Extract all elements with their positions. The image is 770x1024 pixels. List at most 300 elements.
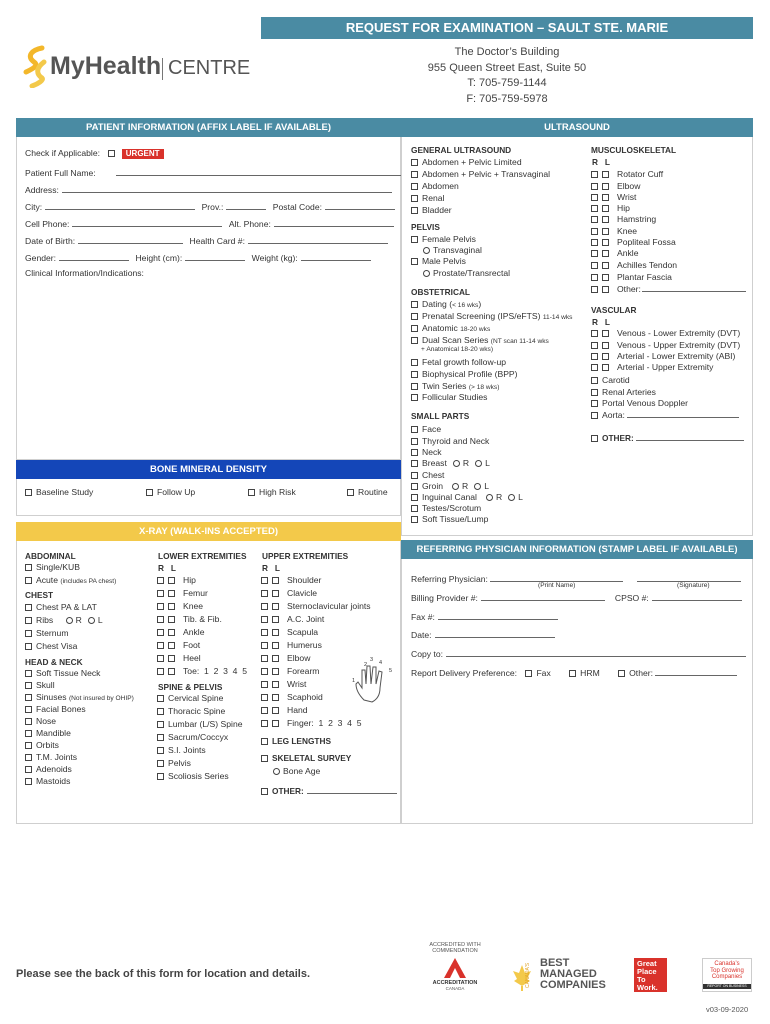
sternoclavicular-r-checkbox[interactable]: [261, 603, 268, 610]
inguinal-r-radio[interactable]: [486, 494, 493, 501]
ac-joint-r-checkbox[interactable]: [261, 616, 268, 623]
msk-3-l-checkbox[interactable]: [602, 194, 609, 201]
address-field[interactable]: [62, 184, 392, 193]
city-field[interactable]: [45, 201, 195, 210]
vas-4-label: Arterial - Upper Extremity: [617, 362, 714, 372]
twin-note: (> 18 wks): [468, 384, 500, 391]
wrist-l-checkbox[interactable]: [272, 681, 279, 688]
hand-label: Hand: [287, 705, 308, 715]
mastoids-label: Mastoids: [36, 776, 71, 786]
soft-tissue-neck-label: Soft Tissue Neck: [36, 668, 101, 678]
toe-label: Toe: 1 2 3 4 5: [183, 666, 248, 676]
testes-checkbox[interactable]: [411, 505, 418, 512]
lumbar-checkbox[interactable]: [157, 721, 164, 728]
groin-r-label: R: [462, 481, 469, 491]
chest-pa-label: Chest PA & LAT: [36, 602, 97, 612]
ribs-r-radio[interactable]: [66, 617, 73, 624]
clinical-label: Clinical Information/Indications:: [25, 268, 144, 278]
routine-label: Routine: [358, 487, 388, 497]
msk-1-r-checkbox[interactable]: [591, 171, 598, 178]
twin-checkbox[interactable]: [411, 383, 418, 390]
elbow-l-checkbox[interactable]: [272, 655, 279, 662]
skeletal-survey-checkbox[interactable]: [261, 755, 268, 762]
chest-pa-checkbox[interactable]: [25, 604, 32, 611]
tib-r-checkbox[interactable]: [157, 616, 164, 623]
msk-5-label: Hamstring: [617, 214, 657, 224]
vas-2-l-checkbox[interactable]: [602, 342, 609, 349]
us-gen-4-label: Renal: [422, 193, 445, 203]
fetal-growth-label: Fetal growth follow-up: [422, 357, 507, 367]
carotid-checkbox[interactable]: [591, 377, 598, 384]
us-other-field[interactable]: [636, 432, 744, 441]
dob-field[interactable]: [78, 235, 183, 244]
vas-4-r-checkbox[interactable]: [591, 364, 598, 371]
cell-label: Cell Phone:: [25, 219, 70, 229]
health-field[interactable]: [248, 235, 388, 244]
copy-field[interactable]: [446, 648, 746, 657]
msk-2-r-checkbox[interactable]: [591, 183, 598, 190]
vascular-heading: VASCULAR: [591, 305, 637, 315]
signature-field[interactable]: [637, 573, 741, 582]
scoliosis-checkbox[interactable]: [157, 773, 164, 780]
us-gen-1-label: Abdomen + Pelvic Limited: [422, 157, 522, 167]
logo-suffix: CENTRE: [168, 57, 251, 79]
sacrum-checkbox[interactable]: [157, 734, 164, 741]
tib-l-checkbox[interactable]: [168, 616, 175, 623]
urgent-checkbox[interactable]: [108, 150, 115, 157]
referring-header: REFERRING PHYSICIAN INFORMATION (STAMP LABEL IF AVAILABLE): [401, 540, 753, 559]
msk-7-label: Popliteal Fossa: [617, 237, 676, 247]
high-risk-label: High Risk: [259, 487, 296, 497]
scapula-r-checkbox[interactable]: [261, 629, 268, 636]
msk-other-label: Other:: [617, 284, 641, 294]
ultrasound-header: ULTRASOUND: [401, 118, 753, 137]
accredited-text: ACCREDITED WITH: [429, 942, 481, 948]
fax-number: F: 705-759-5978: [466, 92, 548, 105]
groin-l-radio[interactable]: [474, 483, 481, 490]
follow-up-checkbox[interactable]: [146, 489, 153, 496]
cervical-label: Cervical Spine: [168, 693, 224, 703]
us-gen-5-checkbox[interactable]: [411, 207, 418, 214]
msk-9-l-checkbox[interactable]: [602, 262, 609, 269]
msk-3-label: Wrist: [617, 192, 637, 202]
nose-checkbox[interactable]: [25, 718, 32, 725]
breast-l-radio[interactable]: [475, 460, 482, 467]
neck-label: Neck: [422, 447, 442, 457]
shoulder-r-checkbox[interactable]: [261, 577, 268, 584]
femur-label: Femur: [183, 588, 208, 598]
adenoids-label: Adenoids: [36, 764, 72, 774]
portal-venous-checkbox[interactable]: [591, 400, 598, 407]
accreditation-logo: [424, 942, 486, 1002]
postal-field[interactable]: [325, 201, 395, 210]
hip-r-checkbox[interactable]: [157, 577, 164, 584]
prostate-radio[interactable]: [423, 270, 430, 277]
bone-age-radio[interactable]: [273, 768, 280, 775]
msk-7-r-checkbox[interactable]: [591, 239, 598, 246]
height-field[interactable]: [185, 252, 245, 261]
dating-note: < 16 wks: [452, 302, 479, 309]
scaphoid-label: Scaphoid: [287, 692, 323, 702]
male-pelvis-label: Male Pelvis: [422, 256, 466, 266]
finger-l-checkbox[interactable]: [272, 720, 279, 727]
vas-3-label: Arterial - Lower Extremity (ABI): [617, 351, 736, 361]
sternum-checkbox[interactable]: [25, 630, 32, 637]
face-checkbox[interactable]: [411, 426, 418, 433]
baseline-checkbox[interactable]: [25, 489, 32, 496]
bone-age-label: Bone Age: [283, 766, 321, 776]
best-text-2: MANAGED: [540, 968, 597, 980]
delivery-label: Report Delivery Preference:: [411, 668, 518, 678]
us-gen-3-checkbox[interactable]: [411, 183, 418, 190]
hand-num-4: 4: [379, 660, 383, 666]
dual-scan-label: Dual Scan Series: [422, 335, 489, 345]
chest-visa-checkbox[interactable]: [25, 643, 32, 650]
cervical-checkbox[interactable]: [157, 695, 164, 702]
wrist-label: Wrist: [287, 679, 307, 689]
dating-checkbox[interactable]: [411, 301, 418, 308]
general-us-heading: GENERAL ULTRASOUND: [411, 145, 512, 155]
portal-venous-label: Portal Venous Doppler: [602, 398, 688, 408]
femur-r-checkbox[interactable]: [157, 590, 164, 597]
inguinal-r-label: R: [495, 492, 503, 502]
logo-icon: [22, 44, 48, 88]
aorta-field[interactable]: [627, 409, 739, 418]
hand-l-checkbox[interactable]: [272, 707, 279, 714]
ribs-r-label: R: [75, 615, 82, 625]
msk-8-label: Ankle: [617, 248, 639, 258]
vas-3-r-checkbox[interactable]: [591, 353, 598, 360]
prov-field[interactable]: [226, 201, 266, 210]
tm-joints-checkbox[interactable]: [25, 754, 32, 761]
inguinal-checkbox[interactable]: [411, 494, 418, 501]
hand-num-5: 5: [389, 668, 393, 674]
health-label: Health Card #:: [189, 236, 245, 246]
high-risk-checkbox[interactable]: [248, 489, 255, 496]
sternum-label: Sternum: [36, 628, 69, 638]
sacrum-label: Sacrum/Coccyx: [168, 732, 229, 742]
leg-lengths-checkbox[interactable]: [261, 738, 268, 745]
abdominal-heading: ABDOMINAL: [25, 551, 76, 561]
thoracic-label: Thoracic Spine: [168, 706, 226, 716]
hip-l-checkbox[interactable]: [168, 577, 175, 584]
delivery-fax-checkbox[interactable]: [525, 670, 532, 677]
clavicle-label: Clavicle: [287, 588, 318, 598]
mastoids-checkbox[interactable]: [25, 778, 32, 785]
urgent-badge: URGENT: [122, 149, 164, 159]
nose-label: Nose: [36, 716, 57, 726]
msk-7-l-checkbox[interactable]: [602, 239, 609, 246]
msk-other-field[interactable]: [642, 283, 746, 292]
physician-name-field[interactable]: [490, 573, 623, 582]
si-joints-label: S.I. Joints: [168, 745, 206, 755]
routine-checkbox[interactable]: [347, 489, 354, 496]
billing-field[interactable]: [481, 592, 605, 601]
ribs-l-radio[interactable]: [88, 617, 95, 624]
check-label: Check if Applicable:: [25, 148, 100, 158]
prenatal-checkbox[interactable]: [411, 313, 418, 320]
adenoids-checkbox[interactable]: [25, 766, 32, 773]
wrist-r-checkbox[interactable]: [261, 681, 268, 688]
xray-other-checkbox[interactable]: [261, 788, 268, 795]
heel-l-checkbox[interactable]: [168, 655, 175, 662]
head-neck-heading: HEAD & NECK: [25, 657, 83, 667]
full-name-field[interactable]: [116, 167, 402, 176]
weight-field[interactable]: [301, 252, 371, 261]
shoulder-label: Shoulder: [287, 575, 322, 585]
knee-label: Knee: [183, 601, 204, 611]
msk-10-r-checkbox[interactable]: [591, 274, 598, 281]
footer-note: Please see the back of this form for location and details.: [16, 968, 311, 980]
hand-diagram-icon: [352, 660, 397, 705]
us-other-checkbox[interactable]: [591, 435, 598, 442]
foot-label: Foot: [183, 640, 201, 650]
pelvis-label: Pelvis: [168, 758, 191, 768]
postal-label: Postal Code:: [272, 202, 322, 212]
vas-1-r-checkbox[interactable]: [591, 330, 598, 337]
mandible-checkbox[interactable]: [25, 730, 32, 737]
pelvis-checkbox[interactable]: [157, 760, 164, 767]
face-label: Face: [422, 424, 442, 434]
dual-scan-checkbox[interactable]: [411, 337, 418, 344]
toe-r-checkbox[interactable]: [157, 668, 164, 675]
ribs-checkbox[interactable]: [25, 617, 32, 624]
forearm-label: Forearm: [287, 666, 320, 676]
scaphoid-r-checkbox[interactable]: [261, 694, 268, 701]
accreditation-icon: [443, 957, 467, 979]
msk-other-r-checkbox[interactable]: [591, 286, 598, 293]
follicular-checkbox[interactable]: [411, 394, 418, 401]
phone-number: T: 705-759-1144: [467, 77, 547, 89]
female-pelvis-label: Female Pelvis: [422, 234, 476, 244]
soft-tissue-neck-checkbox[interactable]: [25, 670, 32, 677]
finger-label: Finger: 1 2 3 4 5: [287, 718, 362, 728]
heel-label: Heel: [183, 653, 201, 663]
chest-visa-label: Chest Visa: [36, 641, 78, 651]
best-managed-side: CANADA'S: [525, 962, 531, 988]
hip-label: Hip: [183, 575, 196, 585]
great-text-2: Place: [637, 967, 657, 976]
tib-label: Tib. & Fib.: [183, 614, 222, 624]
carotid-label: Carotid: [602, 375, 630, 385]
fetal-growth-checkbox[interactable]: [411, 359, 418, 366]
clavicle-l-checkbox[interactable]: [272, 590, 279, 597]
msk-5-r-checkbox[interactable]: [591, 216, 598, 223]
humerus-r-checkbox[interactable]: [261, 642, 268, 649]
groin-r-radio[interactable]: [452, 483, 459, 490]
msk-6-l-checkbox[interactable]: [602, 228, 609, 235]
vas-1-l-checkbox[interactable]: [602, 330, 609, 337]
dual-scan-note: (NT scan 11-14 wks: [490, 338, 549, 345]
soft-tissue-label: Soft Tissue/Lump: [422, 514, 489, 524]
msk-4-r-checkbox[interactable]: [591, 205, 598, 212]
date-field[interactable]: [435, 629, 555, 638]
upper-heading: UPPER EXTREMITIES: [262, 551, 349, 561]
prostate-label: Prostate/Transrectal: [433, 268, 511, 278]
heel-r-checkbox[interactable]: [157, 655, 164, 662]
us-gen-1-checkbox[interactable]: [411, 159, 418, 166]
foot-l-checkbox[interactable]: [168, 642, 175, 649]
single-kub-checkbox[interactable]: [25, 564, 32, 571]
msk-10-l-checkbox[interactable]: [602, 274, 609, 281]
baseline-label: Baseline Study: [36, 487, 94, 497]
date-label: Date:: [411, 630, 432, 640]
leg-lengths-label: LEG LENGTHS: [272, 736, 332, 746]
orbits-checkbox[interactable]: [25, 742, 32, 749]
aorta-checkbox[interactable]: [591, 412, 598, 419]
city-label: City:: [25, 202, 43, 212]
accreditation-text: ACCREDITATION: [432, 980, 478, 986]
breast-checkbox[interactable]: [411, 460, 418, 467]
inguinal-l-radio[interactable]: [508, 494, 515, 501]
foot-r-checkbox[interactable]: [157, 642, 164, 649]
neck-checkbox[interactable]: [411, 449, 418, 456]
humerus-l-checkbox[interactable]: [272, 642, 279, 649]
groin-checkbox[interactable]: [411, 483, 418, 490]
anatomic-note: 18-20 wks: [460, 326, 491, 333]
us-chest-checkbox[interactable]: [411, 472, 418, 479]
msk-8-l-checkbox[interactable]: [602, 250, 609, 257]
knee-l-checkbox[interactable]: [168, 603, 175, 610]
vas-4-l-checkbox[interactable]: [602, 364, 609, 371]
renal-arteries-checkbox[interactable]: [591, 389, 598, 396]
transvaginal-radio[interactable]: [423, 247, 430, 254]
msk-1-l-checkbox[interactable]: [602, 171, 609, 178]
street-address: 955 Queen Street East, Suite 50: [427, 61, 587, 74]
aorta-label: Aorta:: [602, 410, 625, 420]
xray-other-field[interactable]: [307, 785, 397, 794]
sinuses-checkbox[interactable]: [25, 694, 32, 701]
msk-6-r-checkbox[interactable]: [591, 228, 598, 235]
sternoclavicular-l-checkbox[interactable]: [272, 603, 279, 610]
msk-4-l-checkbox[interactable]: [602, 205, 609, 212]
cpso-field[interactable]: [652, 592, 742, 601]
growing-text-3: Companies: [711, 974, 743, 980]
toe-l-checkbox[interactable]: [168, 668, 175, 675]
us-chest-label: Chest: [422, 470, 445, 480]
skull-checkbox[interactable]: [25, 682, 32, 689]
male-pelvis-checkbox[interactable]: [411, 258, 418, 265]
female-pelvis-checkbox[interactable]: [411, 236, 418, 243]
spine-heading: SPINE & PELVIS: [158, 682, 223, 692]
xray-header: X-RAY (WALK-INS ACCEPTED): [16, 522, 401, 541]
logo-divider: [162, 58, 163, 80]
ac-joint-l-checkbox[interactable]: [272, 616, 279, 623]
alt-field[interactable]: [274, 218, 394, 227]
si-joints-checkbox[interactable]: [157, 747, 164, 754]
growing-text-4: REPORT ON BUSINESS: [703, 984, 751, 989]
scapula-l-checkbox[interactable]: [272, 629, 279, 636]
shoulder-l-checkbox[interactable]: [272, 577, 279, 584]
version-label: v03-09-2020: [706, 1005, 749, 1014]
delivery-other-checkbox[interactable]: [618, 670, 625, 677]
patient-header: PATIENT INFORMATION (AFFIX LABEL IF AVAILABLE): [16, 118, 401, 137]
gender-field[interactable]: [59, 252, 129, 261]
growing-text-1: Canada’s: [714, 961, 740, 967]
forearm-r-checkbox[interactable]: [261, 668, 268, 675]
msk-8-r-checkbox[interactable]: [591, 250, 598, 257]
us-gen-5-label: Bladder: [422, 205, 452, 215]
dating-label: Dating (: [422, 299, 453, 309]
groin-label: Groin: [422, 481, 444, 491]
msk-3-r-checkbox[interactable]: [591, 194, 598, 201]
facial-bones-checkbox[interactable]: [25, 706, 32, 713]
bpp-checkbox[interactable]: [411, 371, 418, 378]
mandible-label: Mandible: [36, 728, 71, 738]
msk-2-l-checkbox[interactable]: [602, 183, 609, 190]
pelvis-heading: PELVIS: [411, 222, 440, 232]
transvaginal-label: Transvaginal: [433, 245, 482, 255]
femur-l-checkbox[interactable]: [168, 590, 175, 597]
ribs-l-label: L: [97, 615, 103, 625]
commendation-text: COMMENDATION: [432, 948, 478, 954]
msk-9-label: Achilles Tendon: [617, 260, 678, 270]
vas-2-r-checkbox[interactable]: [591, 342, 598, 349]
fax-label: Fax #:: [411, 612, 435, 622]
us-gen-3-label: Abdomen: [422, 181, 459, 191]
acute-checkbox[interactable]: [25, 577, 32, 584]
scaphoid-l-checkbox[interactable]: [272, 694, 279, 701]
twin-label: Twin Series: [422, 381, 467, 391]
sinuses-label: Sinuses: [36, 692, 67, 702]
bmd-header: BONE MINERAL DENSITY: [16, 460, 401, 479]
anatomic-checkbox[interactable]: [411, 325, 418, 332]
clavicle-r-checkbox[interactable]: [261, 590, 268, 597]
cell-field[interactable]: [72, 218, 222, 227]
msk-2-label: Elbow: [617, 181, 641, 191]
chest-heading: CHEST: [25, 590, 54, 600]
dual-scan-note-2: + Anatomical 18-20 wks): [421, 346, 494, 353]
scapula-label: Scapula: [287, 627, 319, 637]
sinuses-note: (Not insured by OHIP): [68, 695, 134, 702]
vas-3-l-checkbox[interactable]: [602, 353, 609, 360]
form-title: REQUEST FOR EXAMINATION – SAULT STE. MARIE: [261, 17, 753, 39]
knee-r-checkbox[interactable]: [157, 603, 164, 610]
breast-r-radio[interactable]: [453, 460, 460, 467]
msk-9-r-checkbox[interactable]: [591, 262, 598, 269]
hand-r-checkbox[interactable]: [261, 707, 268, 714]
thoracic-checkbox[interactable]: [157, 708, 164, 715]
weight-label: Weight (kg):: [251, 253, 298, 263]
ankle-r-checkbox[interactable]: [157, 629, 164, 636]
delivery-hrm-checkbox[interactable]: [569, 670, 576, 677]
height-label: Height (cm):: [135, 253, 183, 263]
forearm-l-checkbox[interactable]: [272, 668, 279, 675]
msk-1-label: Rotator Cuff: [617, 169, 664, 179]
thyroid-checkbox[interactable]: [411, 438, 418, 445]
finger-r-checkbox[interactable]: [261, 720, 268, 727]
us-gen-2-checkbox[interactable]: [411, 171, 418, 178]
best-text-1: BEST: [540, 957, 570, 969]
renal-arteries-label: Renal Arteries: [602, 387, 656, 397]
msk-5-l-checkbox[interactable]: [602, 216, 609, 223]
ref-fax-field[interactable]: [438, 611, 558, 620]
soft-tissue-checkbox[interactable]: [411, 516, 418, 523]
ribs-label: Ribs: [36, 615, 54, 625]
delivery-other-field[interactable]: [655, 667, 737, 676]
msk-heading: MUSCULOSKELETAL: [591, 145, 677, 155]
great-text-1: Great: [637, 959, 657, 968]
orbits-label: Orbits: [36, 740, 59, 750]
us-gen-4-checkbox[interactable]: [411, 195, 418, 202]
hand-num-1: 1: [352, 678, 356, 684]
elbow-r-checkbox[interactable]: [261, 655, 268, 662]
msk-other-l-checkbox[interactable]: [602, 286, 609, 293]
ankle-l-checkbox[interactable]: [168, 629, 175, 636]
address-block: [261, 45, 753, 107]
small-parts-heading: SMALL PARTS: [411, 411, 470, 421]
dob-label: Date of Birth:: [25, 236, 76, 246]
